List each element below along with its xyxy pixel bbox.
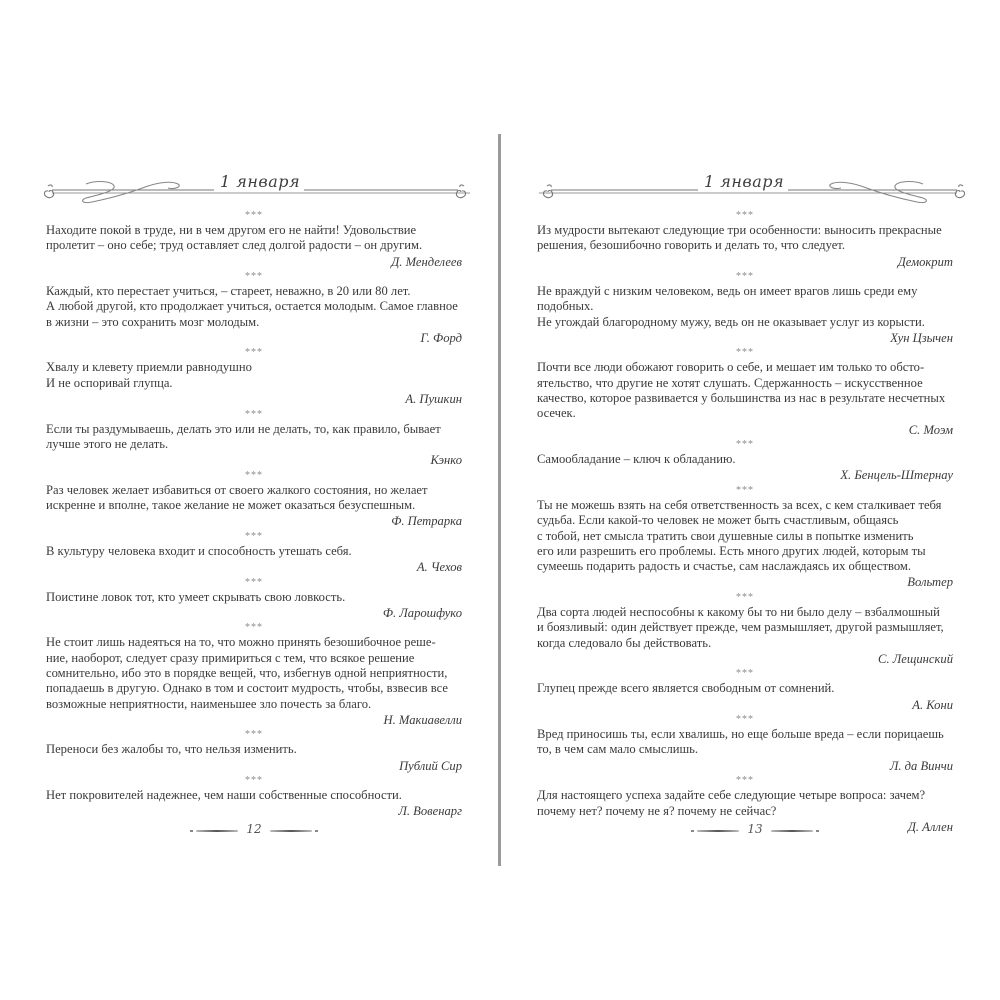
quote-author: Х. Бенцель-Штернау xyxy=(840,468,953,483)
quote-text: Переноси без жалобы то, что нельзя изменить. xyxy=(46,742,297,757)
separator-stars: *** xyxy=(736,439,754,451)
separator-stars: *** xyxy=(736,775,754,787)
quote-text: Находите покой в труде, ни в чем другом его не найти! Удовольствие пролетит – оно себе; труд оставляет след долгой радости – он другим. xyxy=(46,223,423,253)
quote-author: Публий Сир xyxy=(399,758,462,773)
quote-author: Ф. Петрарка xyxy=(391,514,462,529)
quote-author: Н. Макиавелли xyxy=(383,712,462,727)
quote-author: Л. да Винчи xyxy=(889,758,953,773)
quote-block xyxy=(46,576,462,622)
book-gutter-line xyxy=(498,134,501,866)
footer-dot xyxy=(691,830,694,832)
separator-stars: *** xyxy=(736,714,754,726)
quote-author: А. Чехов xyxy=(416,560,462,575)
quote-author: Вольтер xyxy=(907,575,953,590)
separator-stars: *** xyxy=(245,271,263,283)
quote-text: Хвалу и клевету приемли равнодушно И не оспоривай глупца. xyxy=(46,360,252,390)
page-number: 13 xyxy=(747,822,763,836)
quote-block xyxy=(46,270,462,346)
quote-text: Не враждуй с низким человеком, ведь он имеет врагов лишь среди ему подобных. Не угождай благородному мужу, ведь он не оказывает услуг из корысти. xyxy=(537,284,925,329)
footer-dot xyxy=(816,830,819,832)
separator-stars: *** xyxy=(736,591,754,603)
separator-stars: *** xyxy=(245,530,263,542)
separator-stars: *** xyxy=(245,622,263,634)
quote-text: Для настоящего успеха задайте себе следующие четыре вопроса: зачем? почему нет? почему не я? почему не сейчас? xyxy=(537,788,926,818)
quote-block xyxy=(537,346,953,438)
footer-dash xyxy=(771,830,813,832)
separator-stars: *** xyxy=(245,729,263,741)
quote-block xyxy=(46,621,462,728)
separator-stars: *** xyxy=(245,210,263,221)
quote-text: Глупец прежде всего является свободным от сомнений. xyxy=(537,681,835,696)
quote-author: Д. Менделеев xyxy=(391,254,462,269)
separator-stars: *** xyxy=(736,210,754,221)
separator-stars: *** xyxy=(736,668,754,680)
footer-dash xyxy=(270,830,312,832)
quote-text: Самообладание – ключ к обладанию. xyxy=(537,452,736,467)
quote-block xyxy=(537,270,953,346)
header-date: 1 января xyxy=(216,172,304,191)
quote-block xyxy=(46,728,462,774)
quote-text: Два сорта людей неспособны к какому бы то ни было делу – взбалмошный и боязливый: один действует прежде, чем размышляет, другой размышляет, когда следовало бы действовать. xyxy=(537,604,944,650)
quote-text: Не стоит лишь надеяться на то, что можно принять безошибочное реше- ние, наоборот, следует сразу примириться с тем, что всякое решение сомнительно, ибо это в порядке вещей, что, избегнув одной неприятности, попадаешь в другую. Однако в том и состоит мудрость, чтобы, взвесив все возможные неприятности, наименьшее зло почесть за благо. xyxy=(46,635,448,711)
quote-block xyxy=(46,408,462,469)
separator-stars: *** xyxy=(736,484,754,496)
page-footer xyxy=(697,823,813,839)
page-header xyxy=(533,170,975,204)
separator-stars: *** xyxy=(245,469,263,481)
quote-block xyxy=(537,667,953,713)
quote-block xyxy=(46,774,462,820)
quote-author: С. Моэм xyxy=(908,422,953,437)
quote-block xyxy=(537,438,953,484)
separator-stars: *** xyxy=(245,408,263,420)
quote-text: В культуру человека входит и способность утешать себя. xyxy=(46,543,352,558)
quote-author: С. Лещинский xyxy=(878,651,953,666)
quote-text: Нет покровителей надежнее, чем наши собственные способности. xyxy=(46,788,402,803)
quote-block xyxy=(46,346,462,407)
quote-list xyxy=(46,209,462,820)
quote-text: Если ты раздумываешь, делать это или не делать, то, как правило, бывает лучше этого не делать. xyxy=(46,421,441,451)
separator-stars: *** xyxy=(736,347,754,359)
quote-author: Д. Аллен xyxy=(907,819,953,834)
quote-author: А. Кони xyxy=(912,697,953,712)
header-date: 1 января xyxy=(700,172,788,191)
quote-author: Г. Форд xyxy=(420,330,462,345)
quote-text: Ты не можешь взять на себя ответственность за всех, с кем сталкивает тебя судьба. Если какой-то человек не может быть счастливым, общаясь с тобой, нет смысла тратить свои душевные силы в попытке изменить его или разрешить его проблемы. Есть много других людей, которым ты сумеешь подарить радость и счастье, сам наслаждаясь их обществом. xyxy=(537,497,942,574)
quote-block xyxy=(46,469,462,530)
quote-block xyxy=(46,209,462,270)
quote-author: Демокрит xyxy=(897,254,953,269)
quote-block xyxy=(537,209,953,270)
quote-text: Каждый, кто перестает учиться, – стареет, неважно, в 20 или 80 лет. А любой другой, кто продолжает учиться, остается молодым. Самое главное в жизни – это сохранить мозг молодым. xyxy=(46,284,458,329)
quote-author: Хун Цзычен xyxy=(890,330,953,345)
quote-text: Раз человек желает избавиться от своего жалкого состояния, но желает искренне и вполне, такое желание не может оказаться безуспешным. xyxy=(46,482,428,512)
page-footer xyxy=(196,823,312,839)
footer-dot xyxy=(190,830,193,832)
page-header xyxy=(34,170,476,204)
quote-block xyxy=(537,484,953,591)
separator-stars: *** xyxy=(245,576,263,588)
separator-stars: *** xyxy=(245,347,263,359)
quote-block xyxy=(537,713,953,774)
quote-author: Л. Вовенарг xyxy=(398,804,462,819)
separator-stars: *** xyxy=(245,775,263,787)
footer-dot xyxy=(315,830,318,832)
quote-author: Ф. Ларошфуко xyxy=(382,605,462,620)
page-number: 12 xyxy=(246,822,262,836)
quote-author: Кэнко xyxy=(430,453,462,468)
quote-text: Почти все люди обожают говорить о себе, и мешает им только то обсто- ятельство, что другие не хотят слушать. Сдержанность – искусственное качество, которое развивается у большинства из нас в результате несчетных осечек. xyxy=(537,360,946,421)
quote-text: Поистине ловок тот, кто умеет скрывать свою ловкость. xyxy=(46,589,346,604)
separator-stars: *** xyxy=(736,271,754,283)
quote-list xyxy=(537,209,953,835)
quote-block xyxy=(46,530,462,576)
quote-block xyxy=(537,591,953,667)
quote-author: А. Пушкин xyxy=(405,392,462,407)
quote-text: Из мудрости вытекают следующие три особенности: выносить прекрасные решения, безошибочно говорить и делать то, что следует. xyxy=(537,223,942,253)
quote-text: Вред приносишь ты, если хвалишь, но еще больше вреда – если порицаешь то, в чем сам мало смыслишь. xyxy=(537,727,944,757)
